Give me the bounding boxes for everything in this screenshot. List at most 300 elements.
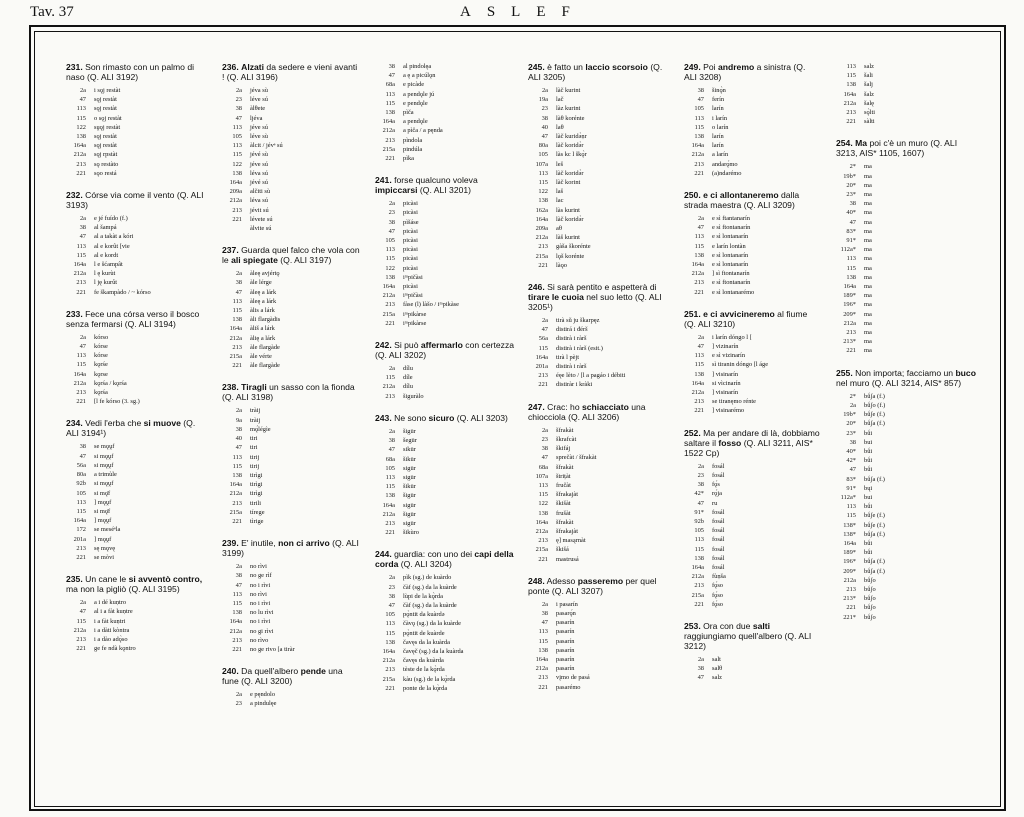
response-row — [836, 465, 976, 474]
response-row — [528, 444, 666, 453]
response-row — [66, 242, 204, 251]
response-list — [684, 655, 820, 683]
survey-point: 209a — [229, 188, 242, 196]
response-row — [222, 86, 360, 95]
survey-point: 40 — [235, 435, 242, 443]
entry — [375, 175, 515, 328]
survey-point: 2a — [541, 426, 548, 434]
survey-point: 164a — [691, 142, 704, 150]
dialect-form: bǘʃa (f.) — [864, 475, 885, 483]
entry-keyword: si avventò contro, — [128, 574, 203, 585]
dialect-form: lac — [556, 197, 564, 205]
survey-point: 164a — [73, 261, 86, 269]
survey-point: 164a — [843, 90, 856, 98]
survey-point: 68a — [385, 81, 395, 89]
survey-point: 107a — [535, 160, 548, 168]
response-row — [66, 379, 204, 388]
response-row — [684, 342, 820, 351]
survey-point: 47 — [388, 72, 395, 80]
response-list — [375, 364, 515, 401]
survey-point: 113 — [694, 536, 704, 544]
dialect-form: léva sú — [250, 169, 268, 177]
entry — [836, 138, 976, 355]
entry-keyword: non ci arrivo — [278, 538, 330, 549]
entry-number: 253. — [684, 620, 701, 631]
entry-number: 248. — [528, 575, 545, 586]
response-row — [836, 71, 976, 80]
survey-point: 221 — [694, 288, 704, 296]
dialect-form: si vìcinarín — [712, 379, 741, 387]
response-row — [66, 342, 204, 351]
response-row — [836, 521, 976, 530]
dialect-form: fručàt — [556, 481, 571, 489]
survey-point: 23 — [541, 105, 548, 113]
dialect-form: si mǫṷf — [94, 461, 114, 469]
survey-point: 47 — [388, 446, 395, 454]
entry-number: 236. — [222, 62, 239, 72]
entry — [222, 382, 360, 526]
entry-text: Poi — [703, 62, 718, 72]
survey-point: 196* — [843, 301, 856, 309]
response-row — [66, 260, 204, 269]
survey-point: 2a — [79, 599, 86, 607]
response-row — [375, 647, 515, 656]
survey-point: 38 — [541, 114, 548, 122]
dialect-form: ma — [864, 264, 872, 272]
dialect-form: ma — [864, 163, 872, 171]
response-row — [836, 603, 976, 612]
survey-point: 213 — [232, 499, 242, 507]
dialect-form: pasarín — [556, 665, 575, 673]
survey-point: 215a — [229, 353, 242, 361]
response-row — [836, 172, 976, 181]
entry-question — [66, 309, 204, 329]
entry-text: con certezza (Q. ALI 3202) — [375, 340, 515, 361]
response-row — [684, 232, 820, 241]
survey-point: 212a — [535, 234, 548, 242]
dialect-form: bǘʃe (f.) — [864, 521, 885, 529]
dialect-form: pìka — [403, 155, 415, 163]
response-row — [222, 224, 360, 233]
response-list — [222, 406, 360, 526]
survey-point: 122 — [538, 188, 548, 196]
dialect-form: se mòvi — [94, 553, 115, 561]
survey-point: 221 — [76, 398, 86, 406]
dialect-form: fǫ́so — [712, 591, 724, 599]
response-row — [222, 334, 360, 343]
entry-text: ma non la pigliò (Q. ALI 3195) — [66, 584, 180, 595]
response-row — [222, 562, 360, 571]
entry — [375, 340, 515, 401]
survey-point: 19a — [538, 96, 548, 104]
survey-point: 56a — [76, 461, 86, 469]
dialect-form: si mǫṷf — [94, 452, 114, 460]
plate-number: Tav. 37 — [30, 4, 74, 20]
survey-point: 68a — [538, 463, 548, 471]
dialect-form: čàf (sg.) da la kuàrde — [403, 583, 457, 591]
survey-point: 113 — [538, 169, 548, 177]
survey-point: 47 — [79, 608, 86, 616]
dialect-form: ma — [864, 338, 872, 346]
survey-point: 105 — [385, 611, 395, 619]
response-row — [528, 481, 666, 490]
response-row — [836, 300, 976, 309]
dialect-form: ge fe ndà kǫntro — [94, 645, 136, 653]
response-row — [222, 480, 360, 489]
survey-point: 80a — [76, 471, 86, 479]
entry-text: Fece una córsa verso il bosco senza fermarsi (Q. ALI 3194) — [66, 308, 200, 329]
dialect-form: a pendǫle — [403, 118, 428, 126]
survey-point: 2a — [235, 691, 242, 699]
survey-point: 23 — [388, 209, 395, 217]
dialect-form: o sǫj restàt — [94, 114, 122, 122]
survey-point: 213* — [843, 595, 856, 603]
survey-point: 9a — [235, 416, 242, 424]
entry-number: 246. — [528, 282, 545, 293]
dialect-form: kǫrse — [94, 370, 108, 378]
survey-point: 47 — [697, 499, 704, 507]
survey-point: 138 — [694, 251, 704, 259]
response-list — [836, 162, 976, 355]
dialect-form: picàsi — [403, 209, 418, 217]
dialect-form: àleę a lárk — [250, 297, 277, 305]
response-row — [66, 607, 204, 616]
response-list — [375, 199, 515, 328]
response-row — [66, 442, 204, 451]
survey-point: 215a — [382, 310, 395, 318]
entry-text: guardia: con uno dei — [394, 549, 475, 560]
survey-point: 115 — [846, 264, 856, 272]
dialect-form: distirà i ràrš — [556, 335, 587, 343]
dialect-form: salz — [864, 63, 874, 70]
entry-text: Guarda quel falco che vola con le — [222, 245, 360, 266]
dialect-form: ma — [864, 347, 872, 355]
entry-question — [528, 402, 666, 422]
response-row — [222, 141, 360, 150]
dialect-form: fosál — [712, 545, 725, 553]
dialect-form: lač — [556, 96, 564, 104]
response-row — [836, 254, 976, 263]
dialect-form: kórse — [94, 343, 108, 351]
survey-point: 213 — [385, 136, 395, 144]
survey-point: 212a — [691, 151, 704, 159]
dialect-form: e pęndolo — [250, 691, 276, 699]
response-row — [222, 489, 360, 498]
response-list — [222, 269, 360, 370]
response-row — [684, 169, 820, 178]
dialect-form: čavęs da kuàrda — [403, 657, 444, 665]
entry-text: E' inutile, — [241, 538, 279, 549]
dialect-form: pìndola — [403, 136, 423, 144]
dialect-form: šinǫ̀n — [712, 87, 726, 94]
response-row — [375, 392, 515, 401]
entry-text: nel muro (Q. ALI 3214, AIS* 857) — [836, 377, 962, 388]
survey-point: 221 — [538, 555, 548, 563]
entry — [684, 190, 820, 297]
response-row — [528, 95, 666, 104]
response-row — [222, 150, 360, 159]
dialect-form: sprečàt / šfrakàt — [556, 454, 597, 462]
dialect-form: sigūr — [403, 464, 416, 472]
survey-point: 213 — [538, 372, 548, 380]
entry-question — [528, 576, 666, 596]
dialect-form: si mǫṷf — [94, 480, 114, 488]
response-row — [836, 567, 976, 576]
entry-question — [684, 309, 820, 329]
entry-number: 231. — [66, 62, 83, 72]
dialect-form: larín — [712, 142, 724, 150]
survey-point: 164a — [843, 539, 856, 547]
response-row — [222, 288, 360, 297]
survey-point: 196* — [843, 558, 856, 566]
response-row — [222, 517, 360, 526]
response-row — [684, 554, 820, 563]
survey-point: 115 — [694, 545, 704, 553]
entry-text: (Q. ALI 3211, AIS* 1522 Cp) — [684, 437, 813, 458]
entry-number: 244. — [375, 549, 392, 560]
response-row — [528, 187, 666, 196]
response-row — [528, 150, 666, 159]
response-row — [836, 227, 976, 236]
entry-number: 241. — [375, 175, 392, 186]
survey-point: 115 — [232, 307, 242, 315]
survey-point: 201a — [73, 535, 86, 543]
survey-point: 113 — [232, 123, 242, 131]
response-row — [836, 438, 976, 447]
response-row — [528, 196, 666, 205]
response-row — [836, 576, 976, 585]
dialect-form: tírege — [250, 508, 265, 516]
dialect-form: díle — [403, 374, 413, 382]
dialect-form: tirili — [250, 499, 262, 507]
entry-keyword: Tiragli — [241, 382, 267, 393]
survey-point: 138 — [232, 609, 242, 617]
dialect-form: bǘʃo — [864, 576, 876, 584]
entry-text: Un cane le — [85, 574, 129, 585]
entry — [66, 418, 204, 562]
survey-point: 113 — [385, 473, 395, 481]
survey-point: 213 — [385, 666, 395, 674]
response-row — [375, 501, 515, 510]
dialect-form: iᵐpikàrse — [403, 310, 427, 318]
response-row — [836, 429, 976, 438]
survey-point: 112a* — [840, 493, 856, 501]
entry-question — [222, 62, 360, 82]
survey-point: 164a — [73, 370, 86, 378]
dialect-form: no rìvi — [250, 590, 267, 598]
response-row — [222, 471, 360, 480]
dialect-form: e larín lontàn — [712, 242, 746, 250]
response-row — [66, 214, 204, 223]
entry-question — [684, 621, 820, 651]
entry-text: Si può — [394, 340, 421, 351]
response-row — [684, 278, 820, 287]
survey-point: 138* — [843, 521, 856, 529]
response-row — [836, 419, 976, 428]
survey-point: 38 — [79, 224, 86, 232]
dialect-form: škišá — [556, 546, 569, 554]
survey-point: 138 — [76, 133, 86, 141]
response-row — [528, 490, 666, 499]
response-row — [222, 269, 360, 278]
dialect-form: lǫš korénte — [556, 252, 585, 260]
response-row — [528, 114, 666, 123]
dialect-form: léve sú — [250, 96, 268, 104]
entry-text: nel suo letto (Q. ALI 3205¹) — [528, 292, 662, 313]
entry-number: 232. — [66, 190, 83, 201]
response-row — [66, 525, 204, 534]
survey-point: 221 — [76, 169, 86, 177]
survey-point: 38 — [388, 218, 395, 226]
survey-point: 2a — [235, 563, 242, 571]
dialect-form: i a fàt kuṇtri — [94, 617, 126, 625]
response-row — [528, 371, 666, 380]
dialect-form: andarǫ́mo — [712, 160, 738, 168]
survey-point: 122 — [232, 160, 242, 168]
response-row — [528, 637, 666, 646]
survey-point: 213 — [694, 398, 704, 406]
response-row — [836, 456, 976, 465]
response-row — [528, 453, 666, 462]
dialect-form: e pendǫle — [403, 99, 428, 107]
dialect-form: l ę kurùt — [94, 270, 116, 278]
response-row — [222, 636, 360, 645]
survey-point: 2* — [849, 392, 856, 400]
survey-point: 105 — [385, 237, 395, 245]
dialect-form: kǫrśa / kǫrśa — [94, 379, 127, 387]
response-row — [528, 261, 666, 270]
dialect-form: bǘʃa (f.) — [864, 558, 885, 566]
survey-point: 122 — [76, 123, 86, 131]
dialect-form: ru — [712, 499, 718, 507]
response-row — [66, 626, 204, 635]
dialect-form: mastrusá — [556, 555, 579, 563]
response-row — [222, 508, 360, 517]
dialect-form: e sì ftontanarín — [712, 279, 751, 287]
response-row — [836, 447, 976, 456]
response-row — [684, 132, 820, 141]
survey-point: 115 — [385, 374, 395, 382]
response-list — [66, 442, 204, 562]
survey-point: 113 — [76, 242, 86, 250]
response-row — [684, 223, 820, 232]
dialect-form: tirà sǔ ju škarpęz — [556, 317, 600, 325]
response-row — [684, 508, 820, 517]
dialect-form: àliš a lárk — [250, 325, 275, 333]
entry-question — [836, 138, 976, 158]
response-row — [836, 319, 976, 328]
survey-point: 113 — [846, 503, 856, 511]
entry-keyword: salti — [752, 620, 771, 631]
response-list — [66, 333, 204, 407]
response-row — [375, 482, 515, 491]
response-row — [684, 269, 820, 278]
dialect-form: čavęč (sg.) da la kuàrda — [403, 647, 464, 655]
dialect-form: (a)ndarémo — [712, 169, 742, 177]
dialect-form: šikūr — [403, 483, 416, 491]
survey-point: 113 — [694, 233, 704, 241]
dialect-form: dílu — [403, 383, 413, 391]
entry — [528, 282, 666, 390]
response-row — [375, 145, 515, 154]
response-row — [528, 618, 666, 627]
dialect-form: škrafcàt — [556, 435, 577, 443]
response-row — [375, 464, 515, 473]
dialect-form: ę] masąrnàt — [556, 537, 586, 545]
response-row — [66, 104, 204, 113]
dialect-form: si mǫ̈f — [94, 489, 111, 497]
response-row — [684, 123, 820, 132]
survey-point: 47 — [541, 326, 548, 334]
response-row — [684, 214, 820, 223]
survey-point: 47 — [79, 452, 86, 460]
response-row — [222, 343, 360, 352]
dialect-form: ] mǫṷf — [94, 517, 112, 525]
dialect-form: bǘi — [864, 466, 873, 474]
column-4 — [528, 62, 666, 704]
response-row — [375, 373, 515, 382]
dialect-form: tìrige — [250, 517, 264, 525]
response-row — [375, 665, 515, 674]
dialect-form: šigūr — [403, 427, 416, 435]
response-row — [222, 297, 360, 306]
response-row — [836, 410, 976, 419]
entry-number: 255. — [836, 367, 853, 378]
entry — [528, 576, 666, 692]
entry-text: una fune (Q. ALI 3200) — [222, 666, 343, 687]
dialect-form: làč koridǝ̀r — [556, 142, 584, 150]
survey-point: 38 — [697, 481, 704, 489]
dialect-form: ma — [864, 218, 872, 226]
survey-point: 42* — [694, 490, 704, 498]
response-row — [222, 306, 360, 315]
survey-point: 23 — [541, 435, 548, 443]
dialect-form: làč kurint — [556, 87, 581, 94]
dialect-form: a pindulęe — [250, 700, 277, 708]
response-row — [528, 646, 666, 655]
survey-point: 213 — [846, 329, 856, 337]
dialect-form: tirìgi — [250, 481, 263, 489]
survey-point: 91* — [846, 484, 856, 492]
response-row — [375, 319, 515, 328]
survey-point: 2a — [235, 270, 242, 278]
response-row — [836, 291, 976, 300]
entry-keyword: ali spiegate — [231, 255, 278, 266]
survey-point: 115 — [385, 255, 395, 263]
response-list — [684, 333, 820, 416]
dialect-form: si mǫ̈f — [94, 507, 111, 515]
survey-point: 164a — [229, 618, 242, 626]
entry-question — [528, 282, 666, 312]
survey-point: 38 — [541, 445, 548, 453]
response-row — [836, 502, 976, 511]
response-row — [836, 80, 976, 89]
response-row — [222, 425, 360, 434]
dialect-form: fosál — [712, 508, 725, 516]
response-row — [528, 664, 666, 673]
dialect-form: ma — [864, 200, 872, 208]
dialect-form: al e korût [vie — [94, 242, 130, 250]
dialect-form: làs kurint — [556, 206, 580, 214]
response-row — [836, 594, 976, 603]
response-list — [222, 690, 360, 708]
entry-text: (Q. ALI 3203) — [454, 412, 508, 423]
survey-point: 209* — [843, 310, 856, 318]
dialect-form: tiri — [250, 444, 258, 452]
dialect-form: ] mǫṷf — [94, 498, 112, 506]
survey-point: 221 — [76, 553, 86, 561]
dialect-form: tràij — [250, 416, 261, 424]
